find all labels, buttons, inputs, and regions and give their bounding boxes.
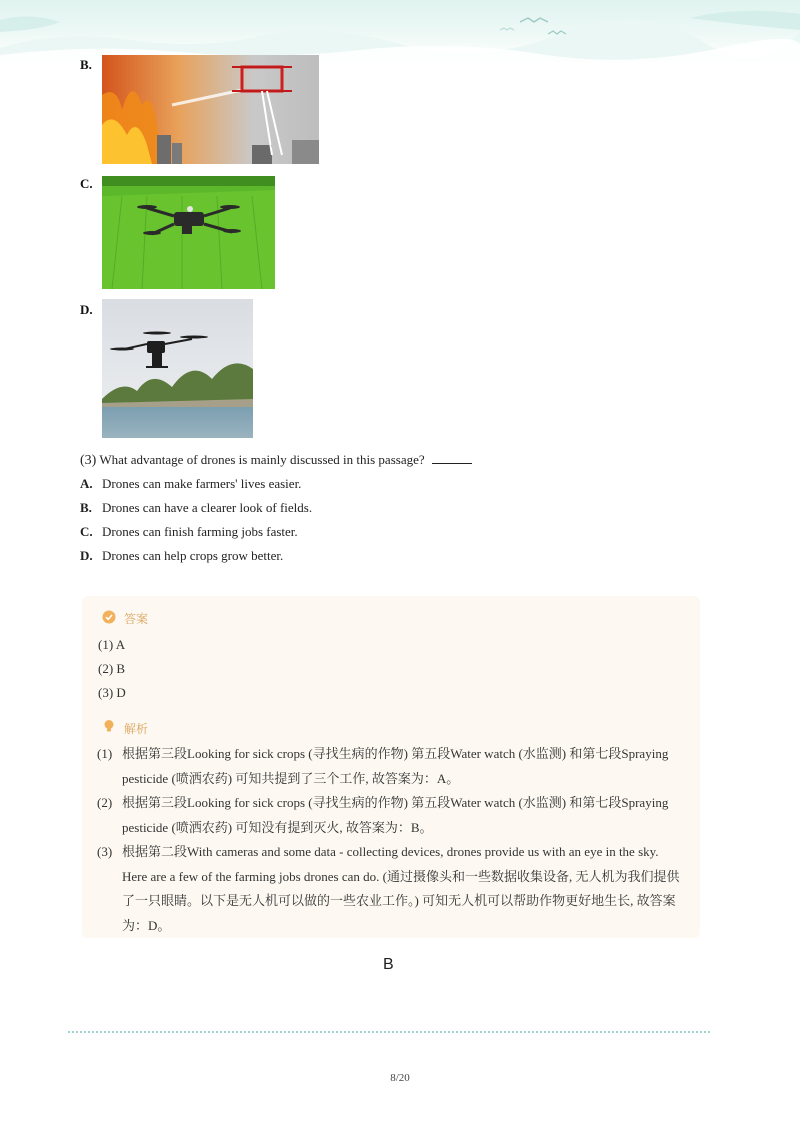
question-number: (3) bbox=[80, 453, 97, 468]
choice-a bbox=[80, 476, 301, 492]
cloud-decoration bbox=[0, 0, 800, 62]
answer-item-1: (1) A bbox=[98, 637, 126, 652]
drone-firefighting-image bbox=[102, 55, 319, 164]
option-b-label: B. bbox=[80, 57, 92, 72]
analysis-item-2 bbox=[97, 791, 687, 840]
check-badge-icon bbox=[102, 610, 116, 624]
choice-c bbox=[80, 524, 298, 540]
section-heading: B bbox=[383, 956, 394, 973]
analysis-heading: 解析 bbox=[124, 722, 149, 736]
drone-over-field-image bbox=[102, 176, 275, 289]
choice-text: Drones can have a clearer look of fields. bbox=[102, 500, 313, 515]
analysis-number: (2) bbox=[97, 795, 113, 810]
header-banner bbox=[0, 0, 800, 62]
analysis-item-1 bbox=[97, 742, 687, 791]
answer-heading: 答案 bbox=[124, 612, 149, 626]
analysis-text: 根据第二段With cameras and some data - collecting devices, drones provide us with an eye in the sky. Here are a few of the farming jobs drones can do. (通过摄像头和一些数据收集设备, 无人机为我们提供了一只眼睛。以下是无人机可以做的一些农业工作。) 可知无人机可以帮助作物更好地生长, 故答案为：D。 bbox=[122, 844, 680, 933]
footer-divider bbox=[68, 1031, 710, 1033]
analysis-text: 根据第三段Looking for sick crops (寻找生病的作物) 第五段Water watch (水监测) 和第七段Spraying pesticide (喷洒农药) 可知没有提到灭火, 故答案为：B。 bbox=[122, 795, 669, 835]
choice-d bbox=[80, 548, 283, 564]
choice-text: Drones can make farmers' lives easier. bbox=[102, 476, 302, 491]
analysis-number: (3) bbox=[97, 844, 113, 859]
analysis-text: 根据第三段Looking for sick crops (寻找生病的作物) 第五段Water watch (水监测) 和第七段Spraying pesticide (喷洒农药) 可知共提到了三个工作, 故答案为：A。 bbox=[122, 746, 669, 786]
choice-letter: D. bbox=[80, 548, 93, 563]
choice-b bbox=[80, 500, 312, 516]
answer-blank bbox=[432, 453, 472, 464]
drone-over-river-image bbox=[102, 299, 253, 438]
answer-item-2: (2) B bbox=[98, 661, 126, 676]
choice-letter: A. bbox=[80, 476, 93, 491]
analysis-item-3 bbox=[97, 840, 687, 938]
page-number: 8/20 bbox=[390, 1072, 410, 1084]
lightbulb-icon bbox=[102, 719, 116, 733]
question-text: What advantage of drones is mainly discussed in this passage? bbox=[99, 452, 425, 467]
option-d-label: D. bbox=[80, 302, 93, 317]
choice-text: Drones can help crops grow better. bbox=[102, 548, 284, 563]
choice-text: Drones can finish farming jobs faster. bbox=[102, 524, 298, 539]
question-3 bbox=[80, 452, 472, 469]
option-c-label: C. bbox=[80, 176, 93, 191]
choice-letter: C. bbox=[80, 524, 93, 539]
analysis-number: (1) bbox=[97, 746, 113, 761]
choice-letter: B. bbox=[80, 500, 92, 515]
answer-item-3: (3) D bbox=[98, 685, 126, 700]
